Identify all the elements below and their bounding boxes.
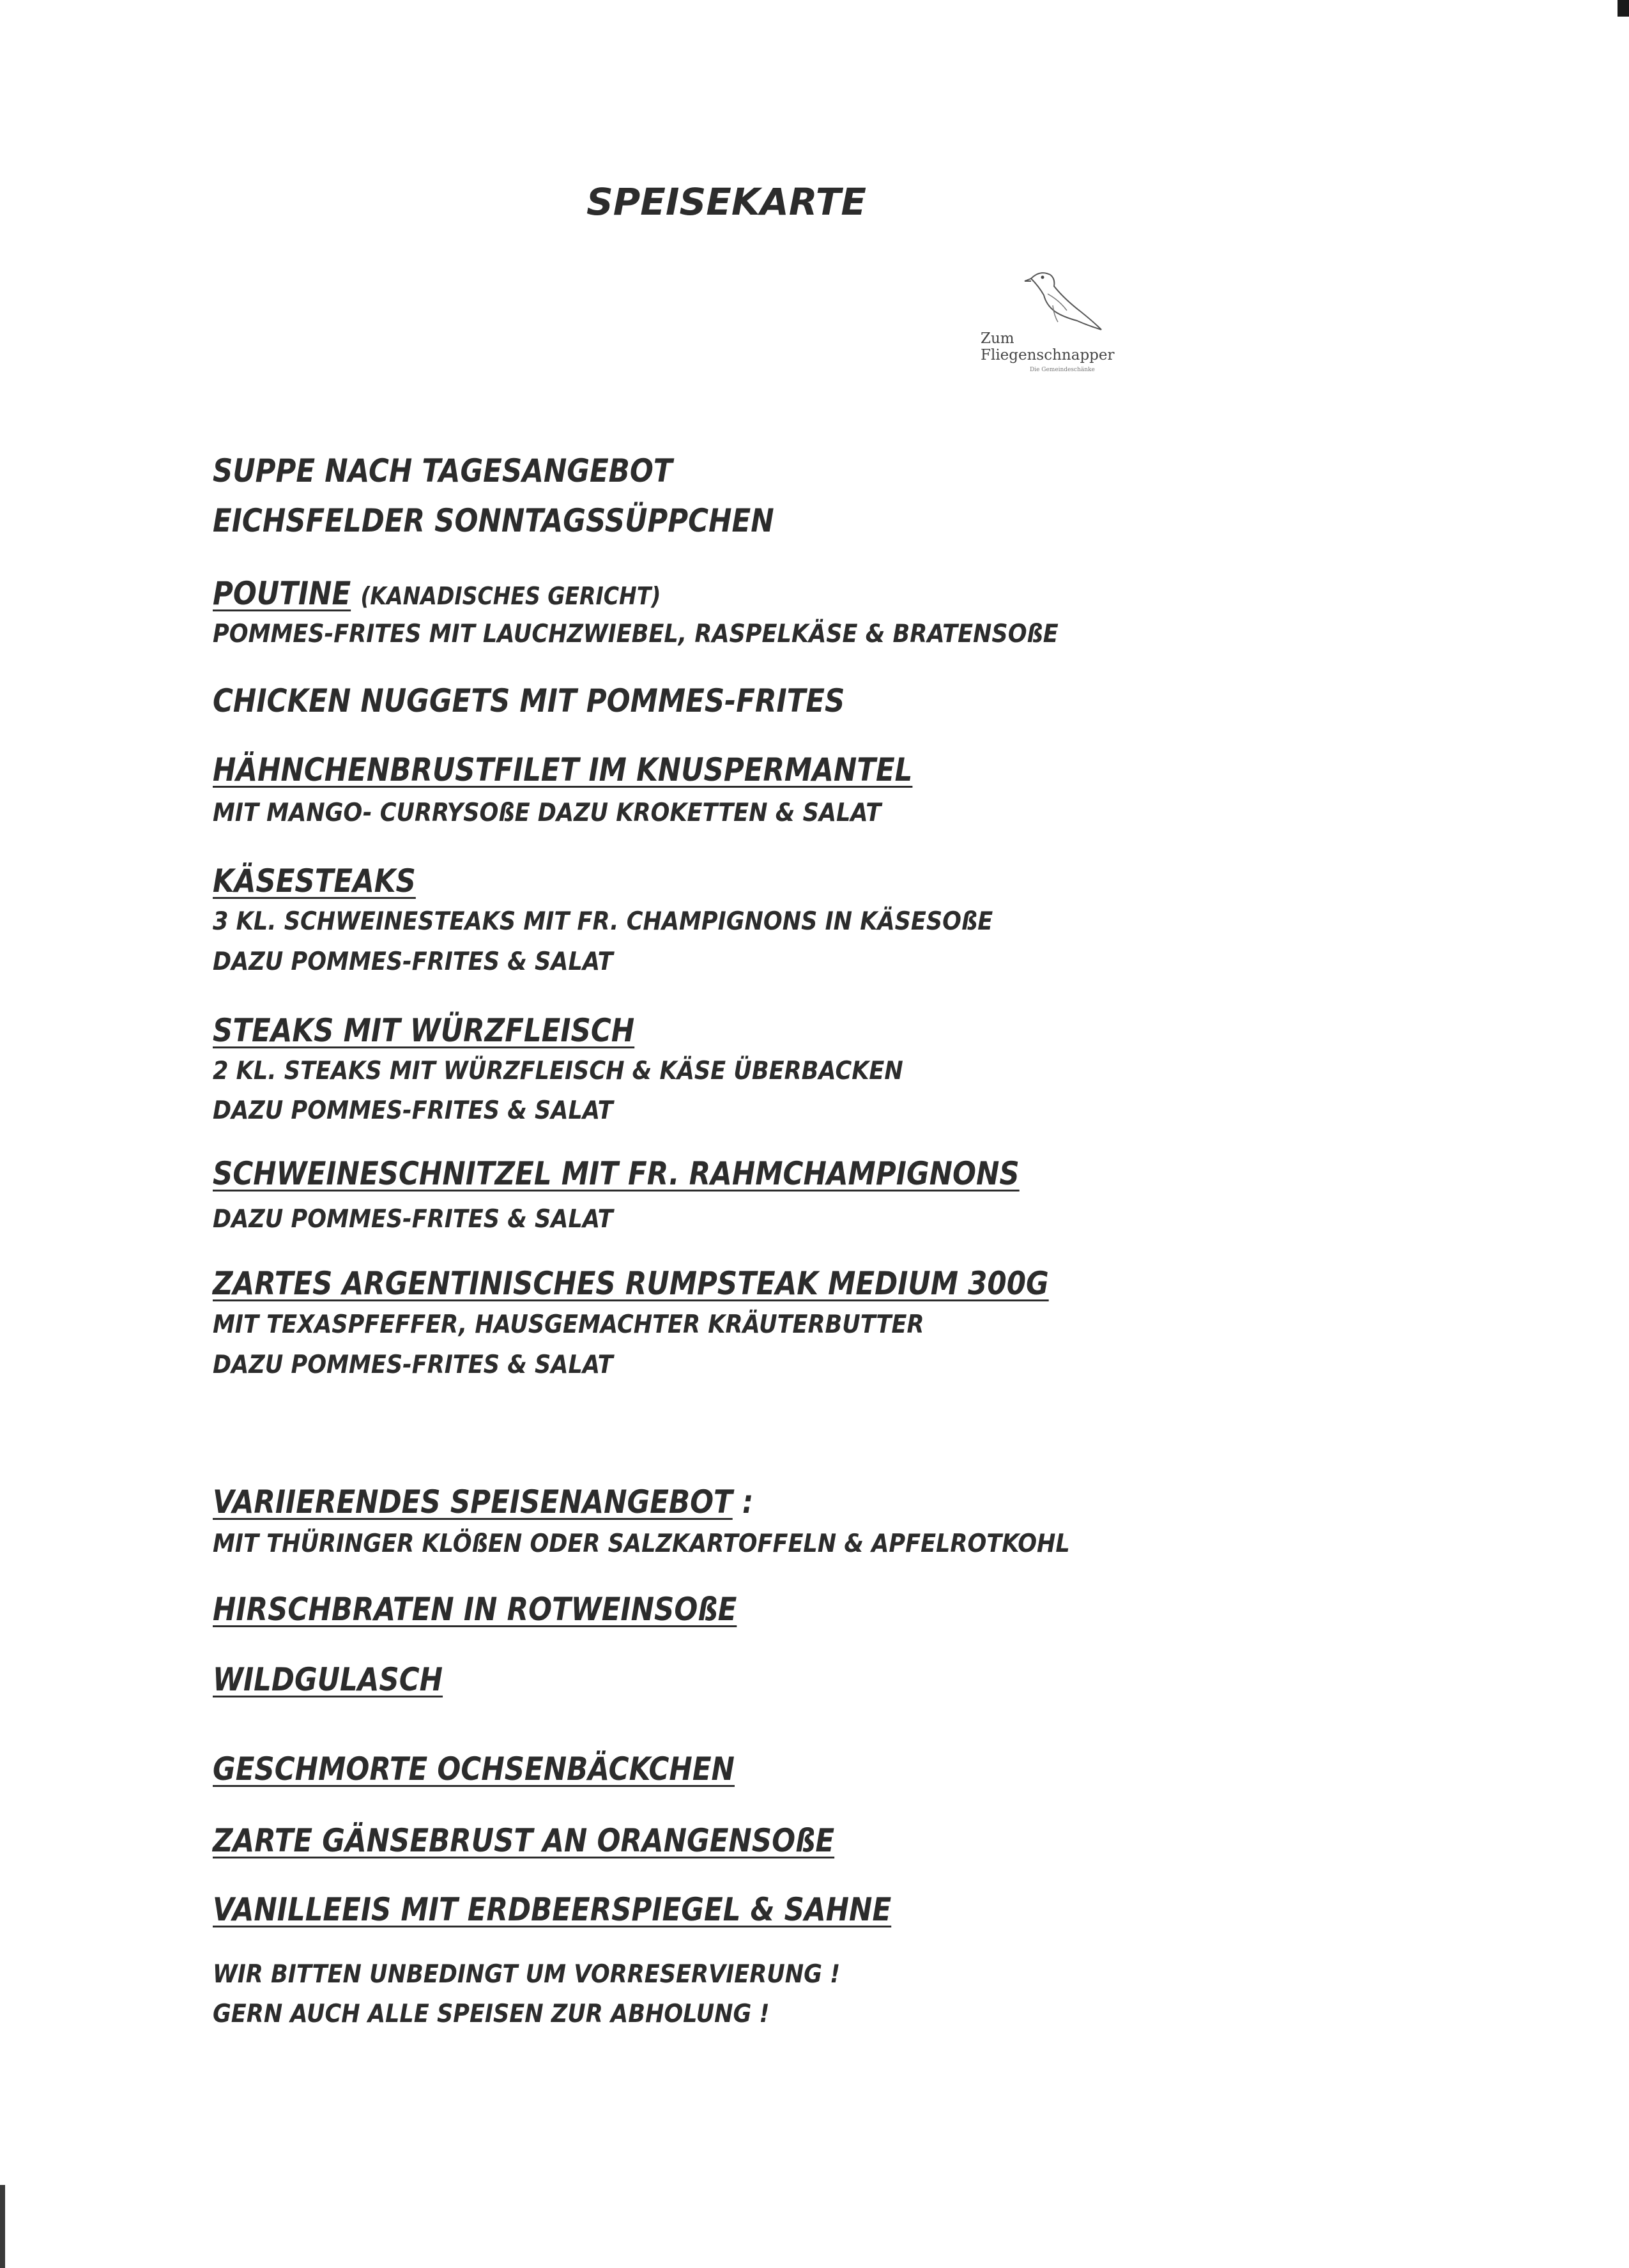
dish-description: MIT THÜRINGER KLÖßEN ODER SALZKARTOFFELN & APFELROTKOHL <box>213 1529 1070 1558</box>
dish-description: DAZU POMMES-FRITES & SALAT <box>213 1096 613 1125</box>
menu-item-eichsfelder: EICHSFELDER SONNTAGSSÜPPCHEN <box>213 502 774 539</box>
menu-item-hirschbraten: HIRSCHBRATEN IN ROTWEINSOßE <box>213 1591 737 1628</box>
section-colon: : <box>732 1483 754 1521</box>
logo-text-name: Fliegenschnapper <box>981 347 1115 364</box>
restaurant-logo <box>971 263 1115 378</box>
dish-description: POMMES-FRITES MIT LAUCHZWIEBEL, RASPELKÄSE & BRATENSOßE <box>213 620 1059 648</box>
dish-description: DAZU POMMES-FRITES & SALAT <box>213 1351 613 1379</box>
reservation-note: WIR BITTEN UNBEDINGT UM VORRESERVIERUNG ! <box>213 1960 841 1989</box>
page-title: SPEISEKARTE <box>586 180 866 224</box>
menu-item-rumpsteak: ZARTES ARGENTINISCHES RUMPSTEAK MEDIUM 300G <box>213 1265 1049 1302</box>
dish-description: DAZU POMMES-FRITES & SALAT <box>213 947 613 976</box>
menu-item-ochsenbaeckchen: GESCHMORTE OCHSENBÄCKCHEN <box>213 1751 735 1788</box>
dish-description: 3 KL. SCHWEINESTEAKS MIT FR. CHAMPIGNONS IN KÄSESOßE <box>213 907 993 936</box>
dish-description: 2 KL. STEAKS MIT WÜRZFLEISCH & KÄSE ÜBERBACKEN <box>213 1057 903 1085</box>
dish-description: DAZU POMMES-FRITES & SALAT <box>213 1205 613 1234</box>
menu-item-wildgulasch: WILDGULASCH <box>213 1661 443 1698</box>
dish-name: POUTINE <box>213 575 351 612</box>
scan-edge-mark <box>1618 0 1629 17</box>
section-variierend <box>213 1483 753 1521</box>
menu-item-steaks: STEAKS MIT WÜRZFLEISCH <box>213 1012 635 1049</box>
menu-item-suppe: SUPPE NACH TAGESANGEBOT <box>213 452 673 489</box>
dish-description: MIT MANGO- CURRYSOßE DAZU KROKETTEN & SALAT <box>213 799 882 827</box>
scan-edge-mark <box>0 2185 5 2268</box>
menu-item-vanilleeis: VANILLEEIS MIT ERDBEERSPIEGEL & SAHNE <box>213 1891 892 1928</box>
dish-note: (KANADISCHES GERICHT) <box>360 582 661 610</box>
menu-item-nuggets: CHICKEN NUGGETS MIT POMMES-FRITES <box>213 682 845 719</box>
logo-tagline: Die Gemeindeschänke <box>1030 367 1095 373</box>
menu-item-haehnchen: HÄHNCHENBRUSTFILET IM KNUSPERMANTEL <box>213 751 913 788</box>
dish-description: MIT TEXASPFEFFER, HAUSGEMACHTER KRÄUTERBUTTER <box>213 1310 924 1339</box>
logo-text-zum: Zum <box>981 330 1014 347</box>
menu-item-gaensebrust: ZARTE GÄNSEBRUST AN ORANGENSOßE <box>213 1822 835 1859</box>
bird-icon <box>1022 263 1105 333</box>
pickup-note: GERN AUCH ALLE SPEISEN ZUR ABHOLUNG ! <box>213 2000 770 2028</box>
menu-item-poutine <box>213 575 661 612</box>
menu-item-kaesesteaks: KÄSESTEAKS <box>213 862 416 900</box>
menu-item-schnitzel: SCHWEINESCHNITZEL MIT FR. RAHMCHAMPIGNONS <box>213 1155 1020 1192</box>
section-title: VARIIERENDES SPEISENANGEBOT <box>213 1483 733 1521</box>
